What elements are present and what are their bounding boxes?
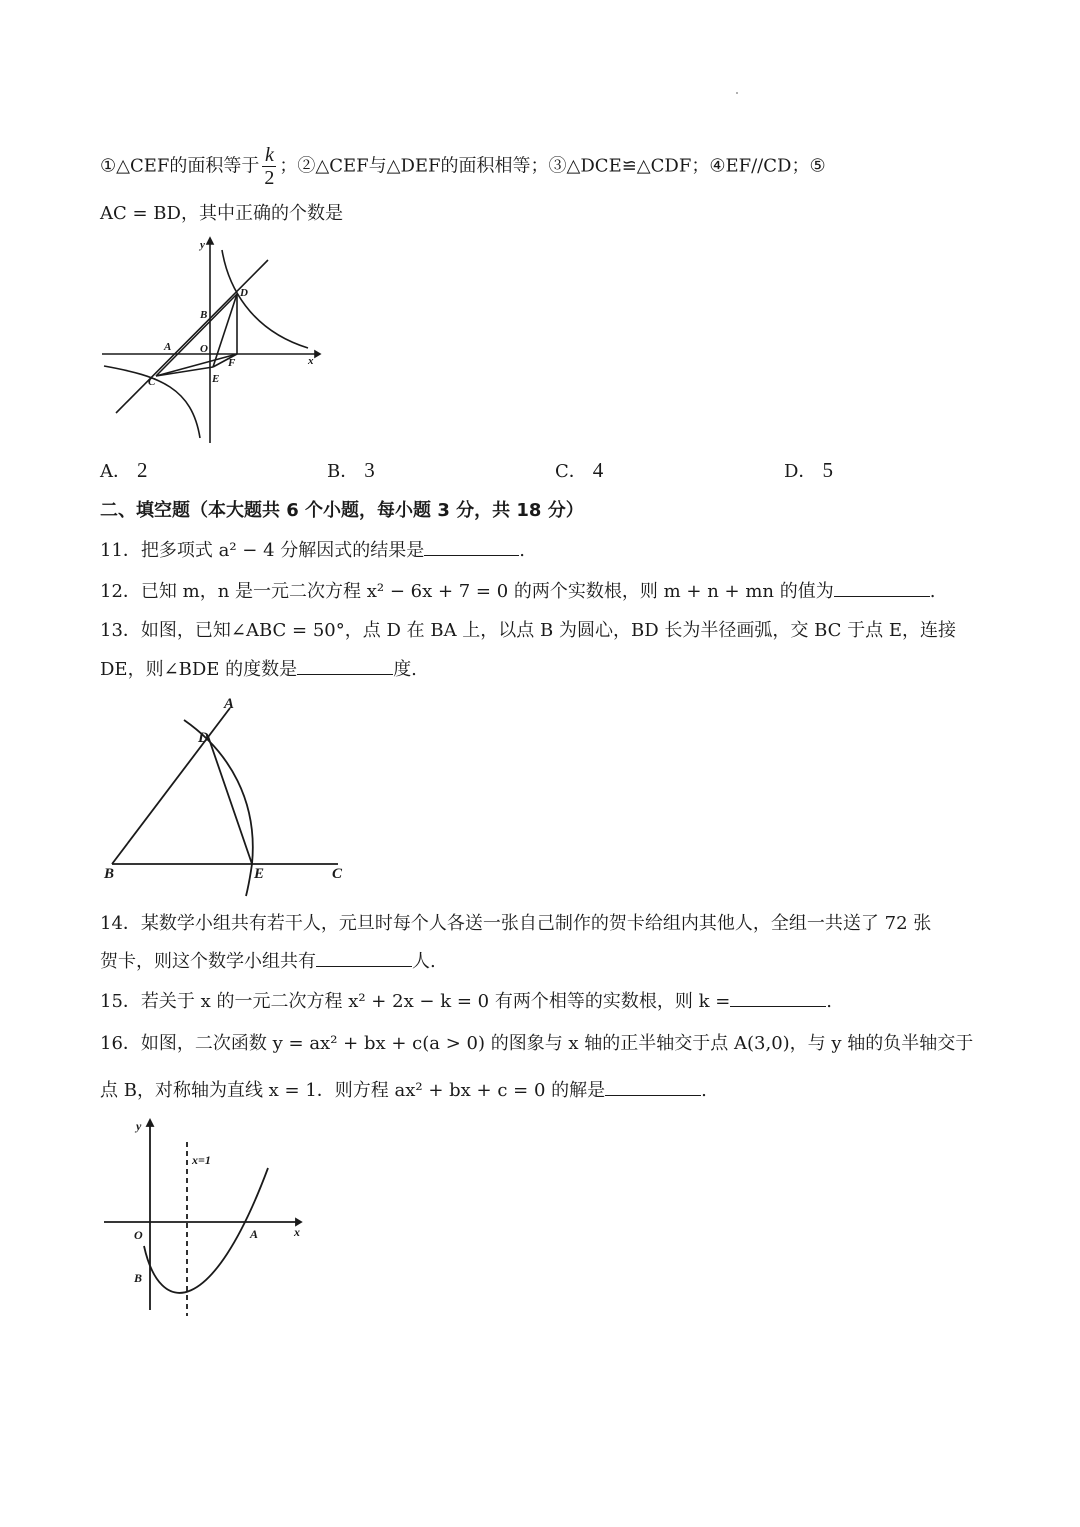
label-c: C <box>148 376 156 388</box>
q16-answer-blank[interactable] <box>605 1077 701 1096</box>
label-x: x <box>308 355 314 367</box>
option-d-letter: D． <box>784 461 817 482</box>
q14-text: 贺卡，则这个数学小组共有 <box>100 951 316 972</box>
label-symmetry-axis: x=1 <box>192 1153 211 1167</box>
q10-figure <box>100 238 320 448</box>
label-o: O <box>200 343 208 355</box>
q16-figure <box>100 1118 310 1323</box>
q10-line2: AC = BD，其中正确的个数是 <box>100 203 343 224</box>
option-c-letter: C． <box>555 461 587 482</box>
label-e: E <box>212 373 220 385</box>
q10-statements <box>100 144 826 189</box>
q13-text: DE，则∠BDE 的度数是 <box>100 659 298 680</box>
label-o: O <box>134 1228 143 1242</box>
question-15 <box>100 988 832 1015</box>
option-b[interactable] <box>327 457 375 483</box>
q12-answer-blank[interactable] <box>834 578 930 597</box>
q14-answer-blank[interactable] <box>316 948 412 967</box>
ray-ba <box>112 708 230 864</box>
scan-speck <box>736 92 738 94</box>
frac-numerator: k <box>262 144 276 167</box>
q13-answer-blank[interactable] <box>297 656 393 675</box>
q16-line2 <box>100 1077 707 1104</box>
label-y: y <box>200 239 205 251</box>
q16-text: 点 B，对称轴为直线 x = 1．则方程 ax² + bx + c = 0 的解是 <box>100 1080 606 1101</box>
y-axis-arrow <box>147 1120 153 1126</box>
section-title: 二、填空题（本大题共 6 个小题，每小题 3 分，共 18 分） <box>100 500 584 521</box>
option-a-letter: A． <box>100 461 131 482</box>
q11-end: . <box>519 540 526 561</box>
label-b: B <box>134 1271 143 1285</box>
q15-text: 15．若关于 x 的一元二次方程 x² + 2x − k = 0 有两个相等的实数根，则 k = <box>100 991 731 1012</box>
q11-answer-blank[interactable] <box>424 537 519 556</box>
question-11 <box>100 537 525 564</box>
q15-end: . <box>826 991 833 1012</box>
option-c-value: 4 <box>592 458 604 482</box>
label-e: E <box>254 866 265 882</box>
frac-denominator: 2 <box>264 167 275 189</box>
label-c: C <box>332 866 343 882</box>
q11-text: 11．把多项式 a² − 4 分解因式的结果是 <box>100 540 425 561</box>
q13-end: 度. <box>393 659 417 680</box>
q10-item2: ；②△CEF与△DEF的面积相等；③△DCE≌△CDF；④EF//CD；⑤ <box>279 155 826 177</box>
line-ab <box>116 260 268 413</box>
option-a-value: 2 <box>137 458 148 482</box>
option-d-value: 5 <box>822 458 833 482</box>
q12-end: . <box>929 581 936 602</box>
label-d: D <box>198 730 209 746</box>
option-c[interactable] <box>555 457 603 483</box>
question-12 <box>100 578 935 605</box>
q13-figure <box>100 692 360 902</box>
q14-line1: 14．某数学小组共有若干人，元旦时每个人各送一张自己制作的贺卡给组内其他人，全组一共送了 72 张 <box>100 913 932 934</box>
q14-end: 人. <box>412 951 436 972</box>
option-d[interactable] <box>784 457 833 483</box>
label-b: B <box>104 866 115 882</box>
y-axis-arrow <box>207 238 213 244</box>
q16-end: . <box>701 1080 707 1101</box>
option-b-value: 3 <box>364 458 375 482</box>
label-y: y <box>136 1119 142 1133</box>
fraction-k-over-2 <box>262 144 276 189</box>
label-a: A <box>224 696 235 712</box>
x-axis-arrow <box>315 351 320 357</box>
q14-line2 <box>100 948 436 975</box>
segment-cf <box>156 354 237 376</box>
label-a: A <box>164 341 172 353</box>
label-f: F <box>228 357 236 369</box>
label-x: x <box>294 1225 300 1239</box>
q13-line1: 13．如图，已知∠ABC = 50°，点 D 在 BA 上，以点 B 为圆心，BD 长为半径画弧，交 BC 于点 E，连接 <box>100 620 956 641</box>
q13-line2 <box>100 656 417 683</box>
label-a: A <box>250 1227 259 1241</box>
option-a[interactable] <box>100 457 148 483</box>
label-d: D <box>240 287 248 299</box>
q10-item1: ①△CEF的面积等于 <box>100 155 260 177</box>
label-b: B <box>200 309 208 321</box>
segment-cd <box>156 294 237 376</box>
arc-de <box>184 720 253 896</box>
q12-text: 12．已知 m，n 是一元二次方程 x² − 6x + 7 = 0 的两个实数根，则 m + n + mn 的值为 <box>100 581 834 602</box>
q16-line1: 16．如图，二次函数 y = ax² + bx + c(a > 0) 的图象与 x 轴的正半轴交于点 A(3,0)，与 y 轴的负半轴交于 <box>100 1033 974 1054</box>
q15-answer-blank[interactable] <box>730 988 826 1007</box>
option-b-letter: B． <box>327 461 359 482</box>
